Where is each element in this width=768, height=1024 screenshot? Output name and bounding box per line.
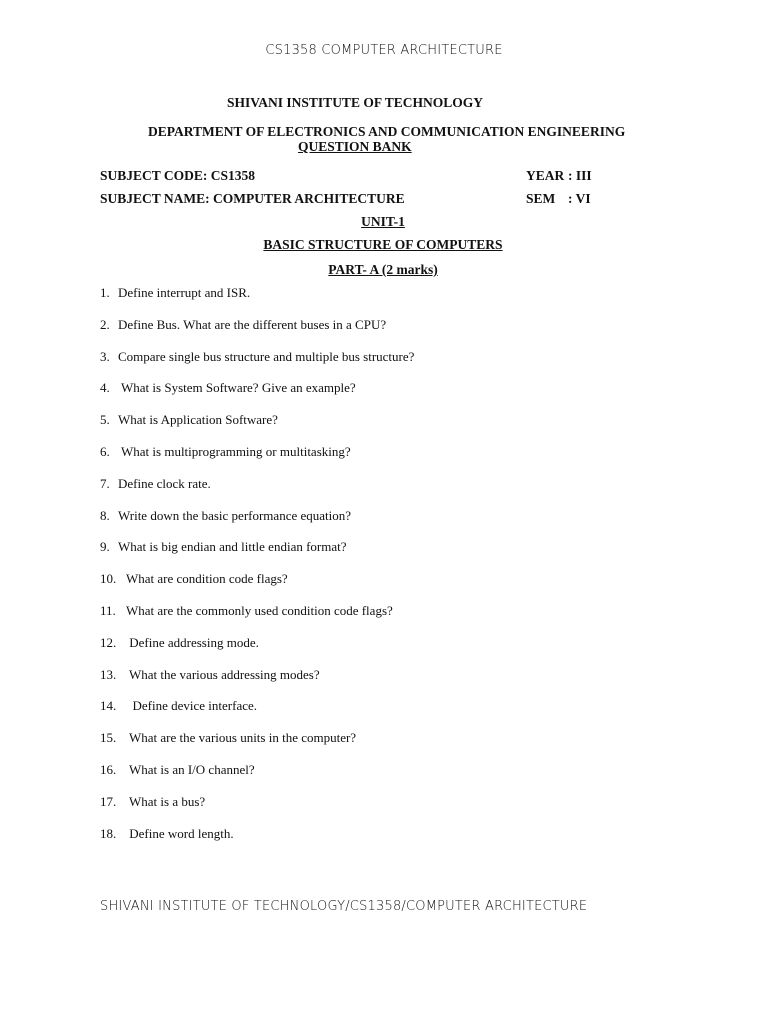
- list-item: [100, 793, 414, 825]
- question-number: 1.: [100, 285, 110, 300]
- list-item: [100, 316, 414, 348]
- list-item: [100, 634, 414, 666]
- question-text: Define word length.: [126, 825, 234, 841]
- list-item: [100, 761, 414, 793]
- question-text: What is big endian and little endian format?: [118, 539, 347, 555]
- question-text: Define interrupt and ISR.: [118, 285, 251, 300]
- question-number: 6.: [100, 443, 110, 459]
- sem-label: SEM: [526, 191, 556, 206]
- list-item: [100, 602, 414, 634]
- question-text: What are condition code flags?: [126, 571, 288, 587]
- question-text: Compare single bus structure and multiple bus structure?: [118, 348, 415, 364]
- question-text: What is an I/O channel?: [126, 761, 255, 777]
- question-list: [100, 284, 414, 856]
- list-item: [100, 284, 414, 316]
- list-item: [100, 825, 414, 857]
- list-item: [100, 475, 414, 507]
- question-text: What is System Software? Give an example?: [118, 380, 356, 396]
- list-item: [100, 666, 414, 698]
- list-item: [100, 538, 414, 570]
- question-number: 14.: [100, 698, 117, 714]
- question-text: What is a bus?: [126, 793, 206, 809]
- department-name: DEPARTMENT OF ELECTRONICS AND COMMUNICATION ENGINEERING: [148, 124, 626, 139]
- question-number: 8.: [100, 507, 110, 523]
- question-text: What are the various units in the computer?: [126, 730, 357, 746]
- list-item: [100, 507, 414, 539]
- sem-value: : VI: [568, 191, 591, 206]
- document-type: QUESTION BANK: [298, 139, 412, 154]
- subject-code: SUBJECT CODE: CS1358: [100, 168, 256, 183]
- part-heading: PART- A (2 marks): [328, 262, 438, 277]
- question-number: 7.: [100, 475, 110, 491]
- question-text: What the various addressing modes?: [126, 666, 320, 682]
- question-text: Define device interface.: [126, 698, 258, 714]
- unit-subtitle: BASIC STRUCTURE OF COMPUTERS: [263, 237, 503, 252]
- question-number: 17.: [100, 793, 117, 809]
- year-label: YEAR: [526, 168, 565, 183]
- question-number: 2.: [100, 316, 110, 332]
- unit-title: UNIT-1: [361, 214, 405, 229]
- question-number: 5.: [100, 412, 110, 428]
- subject-name: SUBJECT NAME: COMPUTER ARCHITECTURE: [100, 191, 405, 206]
- question-number: 10.: [100, 571, 117, 587]
- list-item: [100, 348, 414, 380]
- question-number: 11.: [100, 602, 116, 618]
- question-number: 3.: [100, 348, 110, 364]
- question-number: 4.: [100, 380, 110, 396]
- question-number: 15.: [100, 730, 117, 746]
- question-text: Define clock rate.: [118, 475, 211, 491]
- list-item: [100, 443, 414, 475]
- list-item: [100, 697, 414, 729]
- question-text: Define Bus. What are the different buses in a CPU?: [118, 316, 387, 332]
- page-footer: SHIVANI INSTITUTE OF TECHNOLOGY/CS1358/COMPUTER ARCHITECTURE: [100, 899, 588, 914]
- question-number: 12.: [100, 634, 117, 650]
- question-number: 16.: [100, 761, 117, 777]
- question-text: Write down the basic performance equation?: [118, 507, 352, 523]
- question-number: 13.: [100, 666, 117, 682]
- question-number: 9.: [100, 539, 110, 555]
- question-text: What is multiprogramming or multitasking?: [118, 443, 351, 459]
- list-item: [100, 729, 414, 761]
- institution-name: SHIVANI INSTITUTE OF TECHNOLOGY: [227, 95, 483, 110]
- question-text: What is Application Software?: [118, 412, 278, 428]
- list-item: [100, 411, 414, 443]
- question-text: What are the commonly used condition code flags?: [126, 602, 393, 618]
- list-item: [100, 379, 414, 411]
- year-value: : III: [568, 168, 592, 183]
- page-header: CS1358 COMPUTER ARCHITECTURE: [265, 43, 503, 58]
- question-text: Define addressing mode.: [126, 634, 259, 650]
- list-item: [100, 570, 414, 602]
- question-number: 18.: [100, 825, 117, 841]
